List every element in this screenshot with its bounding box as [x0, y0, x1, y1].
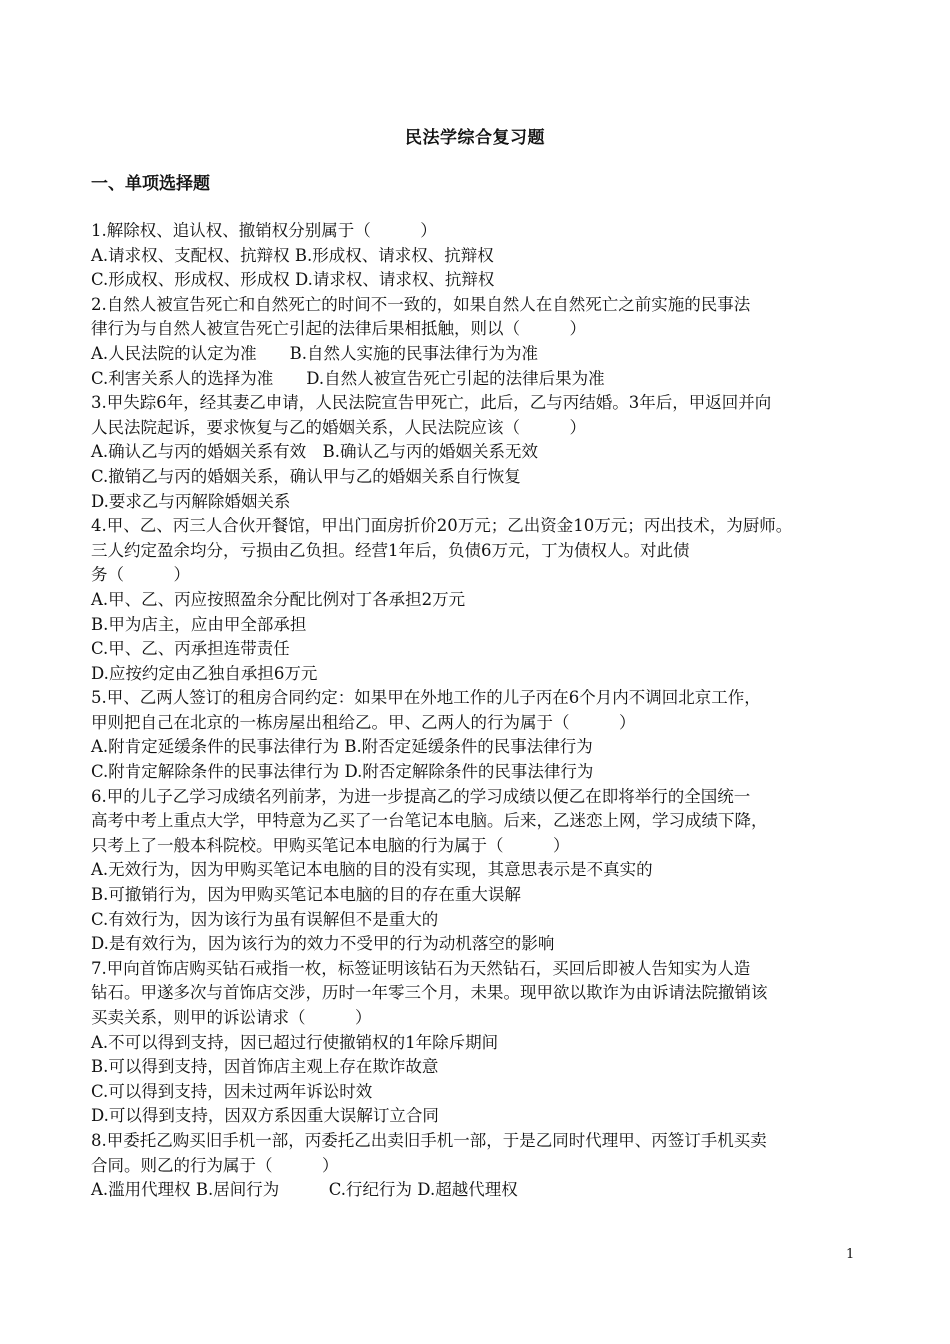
- text-line: 钻石。甲遂多次与首饰店交涉，历时一年零三个月，未果。现甲欲以欺诈为由诉请法院撤销该: [91, 983, 768, 1003]
- text-line: A.不可以得到支持，因已超过行使撤销权的1年除斥期间: [91, 1032, 499, 1052]
- text-line: 人民法院起诉，要求恢复与乙的婚姻关系，人民法院应该（ ）: [91, 417, 586, 437]
- text-line: B.甲为店主，应由甲全部承担: [91, 614, 307, 634]
- text-line: A.确认乙与丙的婚姻关系有效 B.确认乙与丙的婚姻关系无效: [91, 442, 539, 462]
- text-line: 3.甲失踪6年，经其妻乙申请，人民法院宣告甲死亡，此后，乙与丙结婚。3年后，甲返回并向: [91, 393, 772, 413]
- text-line: C.附肯定解除条件的民事法律行为 D.附否定解除条件的民事法律行为: [91, 762, 594, 782]
- text-line: 合同。则乙的行为属于（ ）: [91, 1155, 339, 1175]
- text-line: 务（ ）: [91, 565, 190, 585]
- text-line: D.可以得到支持，因双方系因重大误解订立合同: [91, 1106, 439, 1126]
- text-line: C.有效行为，因为该行为虽有误解但不是重大的: [91, 909, 439, 929]
- text-line: 7.甲向首饰店购买钻石戒指一枚，标签证明该钻石为天然钻石，买回后即被人告知实为人造: [91, 958, 751, 978]
- text-line: C.撤销乙与丙的婚姻关系，确认甲与乙的婚姻关系自行恢复: [91, 466, 521, 486]
- text-line: D.是有效行为，因为该行为的效力不受甲的行为动机落空的影响: [91, 934, 555, 954]
- text-line: C.可以得到支持，因未过两年诉讼时效: [91, 1081, 373, 1101]
- text-line: A.滥用代理权 B.居间行为 C.行纪行为 D.超越代理权: [91, 1180, 518, 1200]
- text-line: A.请求权、支配权、抗辩权 B.形成权、请求权、抗辩权: [91, 245, 494, 265]
- text-line: A.甲、乙、丙应按照盈余分配比例对丁各承担2万元: [91, 589, 466, 609]
- text-line: 4.甲、乙、丙三人合伙开餐馆，甲出门面房折价20万元；乙出资金10万元；丙出技术，为厨师。: [91, 516, 793, 536]
- text-line: C.形成权、形成权、形成权 D.请求权、请求权、抗辩权: [91, 270, 495, 290]
- text-line: 2.自然人被宣告死亡和自然死亡的时间不一致的，如果自然人在自然死亡之前实施的民事法: [91, 294, 751, 314]
- text-line: A.附肯定延缓条件的民事法律行为 B.附否定延缓条件的民事法律行为: [91, 737, 593, 757]
- text-line: A.无效行为，因为甲购买笔记本电脑的目的没有实现，其意思表示是不真实的: [91, 860, 653, 880]
- text-line: 1.解除权、追认权、撤销权分别属于（ ）: [91, 221, 437, 240]
- text-line: 只考上了一般本科院校。甲购买笔记本电脑的行为属于（ ）: [91, 835, 570, 855]
- text-line: 买卖关系，则甲的诉讼请求（ ）: [91, 1008, 372, 1027]
- text-line: D.要求乙与丙解除婚姻关系: [91, 491, 291, 511]
- document-title: 民法学综合复习题: [405, 128, 545, 148]
- section-heading: 一、单项选择题: [91, 174, 210, 194]
- text-line: 5.甲、乙两人签订的租房合同约定：如果甲在外地工作的儿子丙在6个月内不调回北京工作，: [91, 688, 761, 708]
- text-line: C.利害关系人的选择为准 D.自然人被宣告死亡引起的法律后果为准: [91, 368, 605, 388]
- text-line: A.人民法院的认定为准 B.自然人实施的民事法律行为为准: [91, 343, 539, 363]
- text-line: 6.甲的儿子乙学习成绩名列前茅，为进一步提高乙的学习成绩以便乙在即将举行的全国统一: [91, 786, 751, 806]
- page-number: 1: [846, 1247, 855, 1262]
- text-line: 三人约定盈余均分，亏损由乙负担。经营1年后，负债6万元，丁为债权人。对此债: [91, 540, 690, 560]
- text-line: B.可撤销行为，因为甲购买笔记本电脑的目的存在重大误解: [91, 885, 521, 905]
- text-line: C.甲、乙、丙承担连带责任: [91, 639, 290, 659]
- question-list: [91, 219, 861, 1203]
- text-line: D.应按约定由乙独自承担6万元: [91, 663, 318, 683]
- text-line: 8.甲委托乙购买旧手机一部，丙委托乙出卖旧手机一部，于是乙同时代理甲、丙签订手机买卖: [91, 1130, 767, 1150]
- text-line: B.可以得到支持，因首饰店主观上存在欺诈故意: [91, 1057, 439, 1077]
- text-line: 高考中考上重点大学，甲特意为乙买了一台笔记本电脑。后来，乙迷恋上网，学习成绩下降，: [91, 811, 768, 831]
- text-line: 律行为与自然人被宣告死亡引起的法律后果相抵触，则以（ ）: [91, 319, 586, 339]
- text-line: 甲则把自己在北京的一栋房屋出租给乙。甲、乙两人的行为属于（ ）: [91, 712, 636, 732]
